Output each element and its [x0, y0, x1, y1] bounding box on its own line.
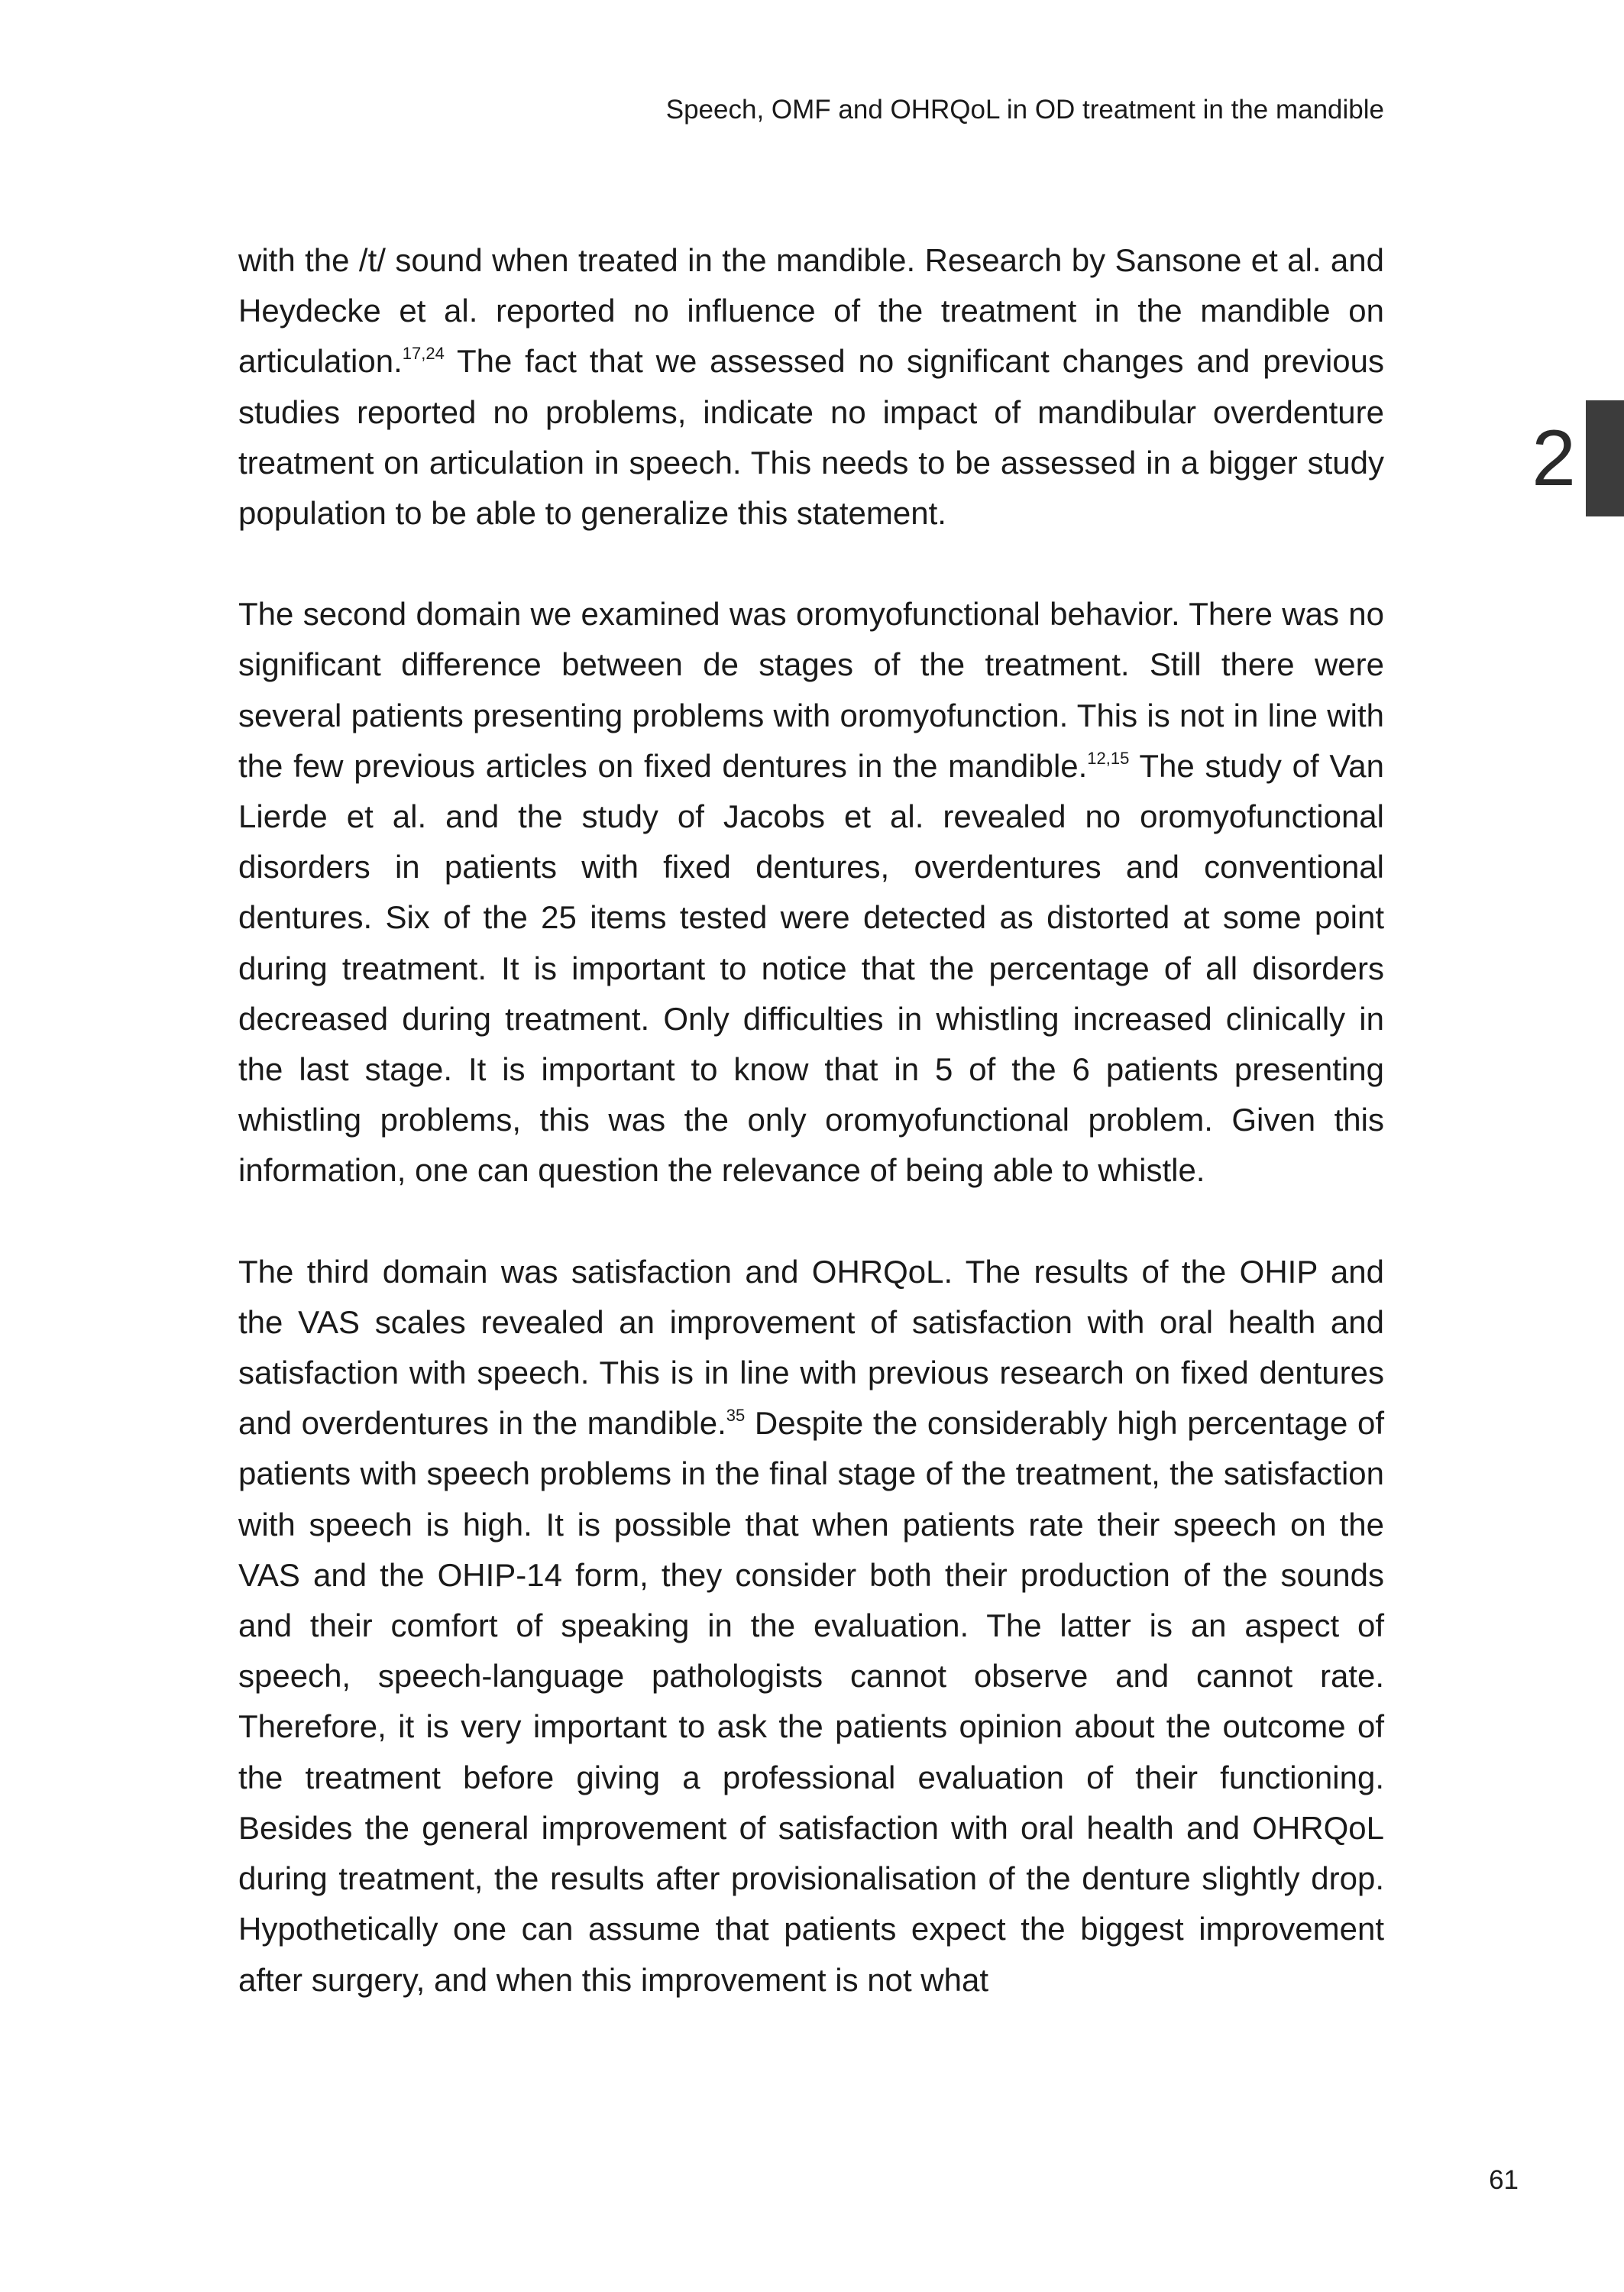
- running-head: Speech, OMF and OHRQoL in OD treatment in the mandible: [665, 95, 1384, 125]
- citation-superscript: 17,24: [402, 344, 445, 364]
- body-text: [238, 235, 1384, 2056]
- chapter-tab: [1586, 400, 1624, 516]
- paragraph-1-text-a: with the /t/ sound when treated in the mandible. Research by Sansone et al. and Heydecke et al. reported no influence of the treatment in the mandible on articulation.: [238, 242, 1384, 380]
- paragraph-3: [238, 1247, 1384, 2006]
- paragraph-2: [238, 589, 1384, 1196]
- paragraph-3-text-a: The third domain was satisfaction and OHRQoL. The results of the OHIP and the VAS scales revealed an improvement of satisfaction with oral health and satisfaction with speech. This is in line with previous research on fixed dentures and overdentures in the mandible.: [238, 1253, 1384, 1442]
- paragraph-1-text-b: The fact that we assessed no significant changes and previous studies reported no problems, indicate no impact of mandibular overdenture treatment on articulation in speech. This needs to be assessed in a bigger study population to be able to generalize this statement.: [238, 343, 1384, 532]
- paragraph-2-text-a: The second domain we examined was oromyofunctional behavior. There was no significant difference between de stages of the treatment. Still there were several patients presenting problems with oromyofunction. This is not in line with the few previous articles on fixed dentures in the mandible.: [238, 596, 1384, 784]
- page-number: 61: [1489, 2165, 1519, 2195]
- paragraph-1: [238, 235, 1384, 539]
- citation-superscript: 35: [726, 1406, 746, 1426]
- paragraph-2-text-b: The study of Van Lierde et al. and the study of Jacobs et al. revealed no oromyofunctional disorders in patients with fixed dentures, overdentures and conventional dentures. Six of the 25 items tested were detected as distorted at some point during treatment. It is important to notice that the percentage of all disorders decreased during treatment. Only difficulties in whistling increased clinically in the last stage. It is important to know that in 5 of the 6 patients presenting whistling problems, this was the only oromyofunctional problem. Given this information, one can question the relevance of being able to whistle.: [238, 747, 1384, 1189]
- paragraph-3-text-b: Despite the considerably high percentage of patients with speech problems in the final stage of the treatment, the satisfaction with speech is high. It is possible that when patients rate their speech on the VAS and the OHIP-14 form, they consider both their production of the sounds and their comfort of speaking in the evaluation. The latter is an aspect of speech, speech-language pathologists cannot observe and cannot rate. Therefore, it is very important to ask the patients opinion about the outcome of the treatment before giving a professional evaluation of their functioning. Besides the general improvement of satisfaction with oral health and OHRQoL during treatment, the results after provisionalisation of the denture slightly drop. Hypothetically one can assume that patients expect the biggest improvement after surgery, and when this improvement is not what: [238, 1405, 1384, 1998]
- chapter-number: 2: [1532, 414, 1576, 503]
- citation-superscript: 12,15: [1087, 748, 1130, 768]
